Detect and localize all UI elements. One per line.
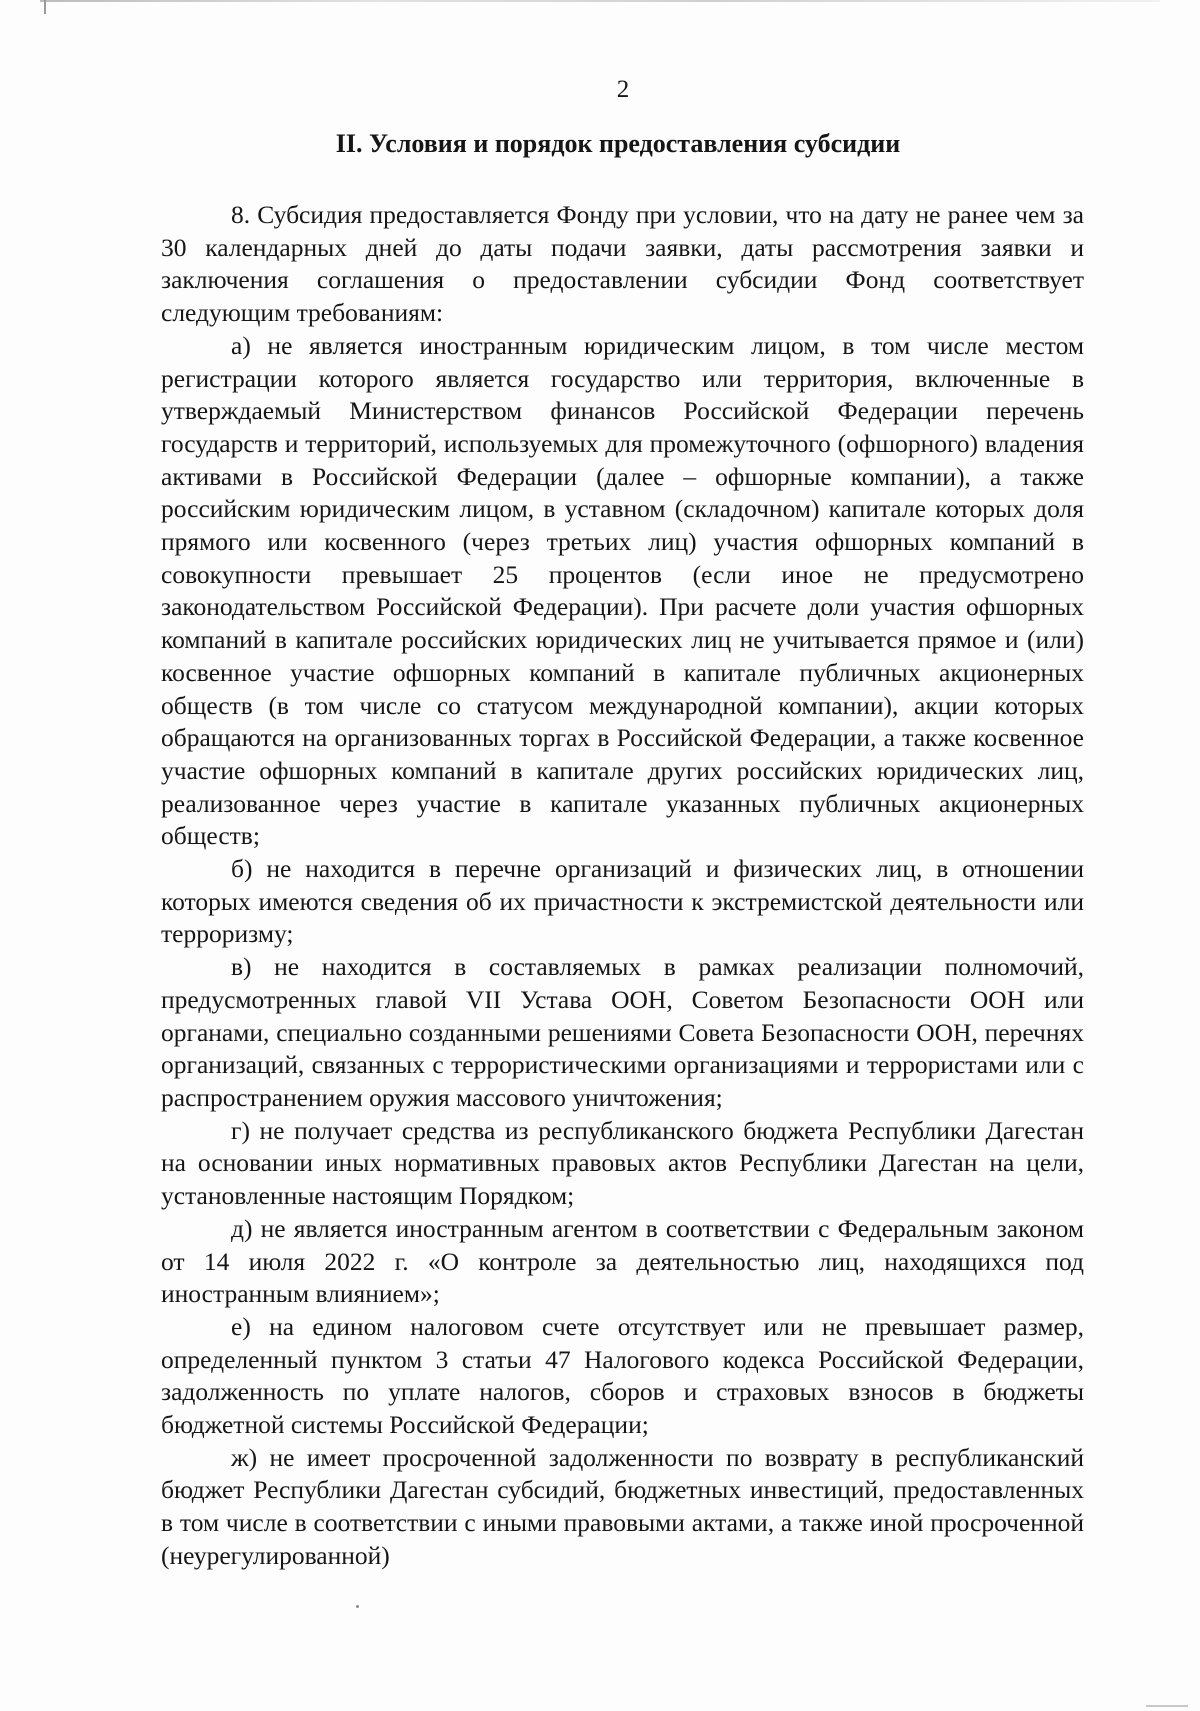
paragraph-8-intro: 8. Субсидия предоставляется Фонду при условии, что на дату не ранее чем за 30 календарных дней до даты подачи заявки, даты рассмотрения заявки и заключения соглашения о предоставлении субсидии Фонд соответствует следующим требованиям: [161,200,1084,328]
section-title: II. Условия и порядок предоставления субсидии [335,129,901,158]
paragraph-a: а) не является иностранным юридическим лицом, в том числе местом регистрации которого является государство или территория, включенные в утверждаемый Министерством финансов Российской Федерации перечень государств и территорий, используемых для промежуточного (офшорного) владения активами в Российской Федерации (далее – офшорные компании), а также российским юридическим лицом, в уставном (складочном) капитале которых доля прямого или косвенного (через третьих лиц) участия офшорных компаний в совокупности превышает 25 процентов (если иное не предусмотрено законодательством Российской Федерации). При расчете доли участия офшорных компаний в капитале российских юридических лиц не учитывается прямое и (или) косвенное участие офшорных компаний в капитале публичных акционерных обществ (в том числе со статусом международной компании), акции которых обращаются на организованных торгах в Российской Федерации, а также косвенное участие офшорных компаний в капитале других российских юридических лиц, реализованное через участие в капитале указанных публичных акционерных обществ; [161,330,1084,851]
paragraph-v: в) не находится в составляемых в рамках реализации полномочий, предусмотренных главой VII Устава ООН, Советом Безопасности ООН или органами, специально созданными решениями Совета Безопасности ООН, перечнях организаций, связанных с террористическими организациями и террористами или с распространением оружия массового уничтожения; [161,952,1084,1112]
paragraph-d: д) не является иностранным агентом в соответствии с Федеральным законом от 14 июля 2022 г. «О контроле за деятельностью лиц, находящихся под иностранным влиянием»; [161,1213,1084,1309]
document-body [161,199,1084,1573]
paragraph-b: б) не находится в перечне организаций и физических лиц, в отношении которых имеются сведения об их причастности к экстремистской деятельности или терроризму; [161,854,1084,949]
scan-mark [44,0,46,14]
scan-speck [356,1605,359,1608]
page-number: 2 [616,76,630,103]
scan-corner-mark [1146,1705,1188,1707]
scan-edge-line [40,0,1160,2]
paragraph-g: г) не получает средства из республиканского бюджета Республики Дагестан на основании иных нормативных правовых актов Республики Дагестан на цели, установленные настоящим Порядком; [161,1115,1084,1211]
paragraph-e: е) на едином налоговом счете отсутствует или не превышает размер, определенный пунктом 3 статьи 47 Налогового кодекса Российской Федерации, задолженность по уплате налогов, сборов и страховых взносов в бюджеты бюджетной системы Российской Федерации; [161,1311,1084,1440]
paragraph-zh: ж) не имеет просроченной задолженности по возврату в республиканский бюджет Республики Дагестан субсидий, бюджетных инвестиций, предоставленных в том числе в соответствии с иными правовыми актами, а также иной просроченной (неурегулированной) [161,1442,1084,1570]
